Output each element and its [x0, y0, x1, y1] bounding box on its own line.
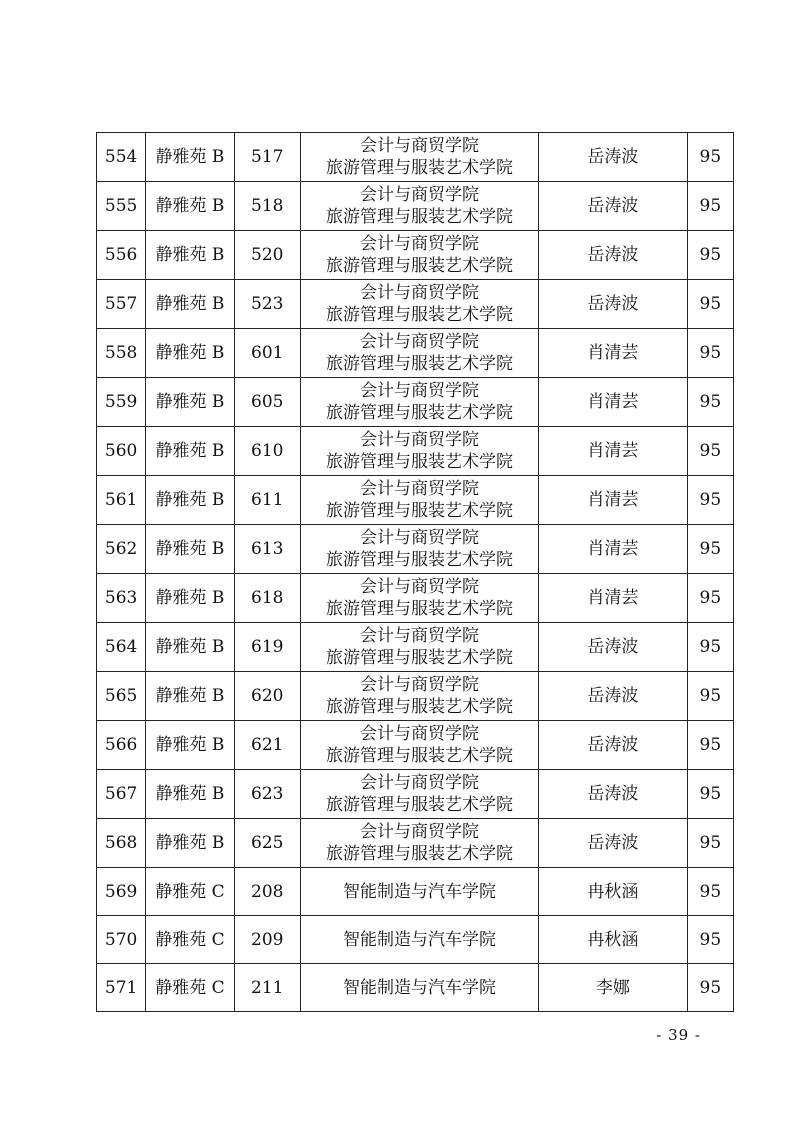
room-cell: 211: [234, 964, 300, 1012]
score-cell: 95: [687, 574, 733, 623]
table-row: [97, 427, 734, 476]
row-number-cell: 561: [97, 476, 146, 525]
building-cell: 静雅苑 B: [146, 672, 234, 721]
room-cell: 618: [234, 574, 300, 623]
college-name: 旅游管理与服装艺术学院: [325, 305, 513, 325]
college-name: 旅游管理与服装艺术学院: [325, 403, 513, 423]
college-name: 会计与商贸学院: [359, 626, 479, 646]
inspector-cell: 肖清芸: [539, 329, 688, 378]
inspector-cell: 岳涛波: [539, 280, 688, 329]
table-row: [97, 721, 734, 770]
college-name: 会计与商贸学院: [359, 332, 479, 352]
college-name: 会计与商贸学院: [359, 822, 479, 842]
row-number-cell: 558: [97, 329, 146, 378]
college-cell: [300, 721, 538, 770]
table-row: [97, 329, 734, 378]
college-name: 旅游管理与服装艺术学院: [325, 648, 513, 668]
table-row: [97, 476, 734, 525]
room-cell: 625: [234, 819, 300, 868]
college-cell: [300, 868, 538, 916]
building-cell: 静雅苑 B: [146, 525, 234, 574]
score-cell: 95: [687, 378, 733, 427]
table-row: [97, 770, 734, 819]
score-cell: 95: [687, 964, 733, 1012]
table-row: [97, 133, 734, 182]
table-row: [97, 525, 734, 574]
building-cell: 静雅苑 C: [146, 964, 234, 1012]
college-cell: [300, 770, 538, 819]
score-cell: 95: [687, 427, 733, 476]
building-cell: 静雅苑 C: [146, 916, 234, 964]
score-cell: 95: [687, 916, 733, 964]
inspector-cell: 肖清芸: [539, 525, 688, 574]
table-row: [97, 280, 734, 329]
college-name: 旅游管理与服装艺术学院: [325, 256, 513, 276]
college-cell: [300, 133, 538, 182]
building-cell: 静雅苑 B: [146, 623, 234, 672]
college-cell: [300, 525, 538, 574]
college-name: 会计与商贸学院: [359, 185, 479, 205]
college-name: 会计与商贸学院: [359, 675, 479, 695]
row-number-cell: 563: [97, 574, 146, 623]
room-cell: 611: [234, 476, 300, 525]
score-cell: 95: [687, 868, 733, 916]
row-number-cell: 571: [97, 964, 146, 1012]
room-cell: 208: [234, 868, 300, 916]
building-cell: 静雅苑 C: [146, 868, 234, 916]
inspector-cell: 岳涛波: [539, 231, 688, 280]
score-cell: 95: [687, 280, 733, 329]
inspector-cell: 岳涛波: [539, 770, 688, 819]
row-number-cell: 560: [97, 427, 146, 476]
inspector-cell: 岳涛波: [539, 721, 688, 770]
row-number-cell: 570: [97, 916, 146, 964]
score-cell: 95: [687, 721, 733, 770]
table-row: [97, 182, 734, 231]
college-cell: [300, 427, 538, 476]
college-name: 智能制造与汽车学院: [342, 977, 496, 998]
score-cell: 95: [687, 623, 733, 672]
college-cell: [300, 329, 538, 378]
room-cell: 523: [234, 280, 300, 329]
college-name: 旅游管理与服装艺术学院: [325, 452, 513, 472]
inspector-cell: 岳涛波: [539, 133, 688, 182]
page-number: - 39 -: [656, 1026, 701, 1044]
building-cell: 静雅苑 B: [146, 231, 234, 280]
college-name: 会计与商贸学院: [359, 136, 479, 156]
college-name: 旅游管理与服装艺术学院: [325, 158, 513, 178]
inspector-cell: 肖清芸: [539, 574, 688, 623]
score-cell: 95: [687, 819, 733, 868]
inspector-cell: 冉秋涵: [539, 868, 688, 916]
score-cell: 95: [687, 182, 733, 231]
college-cell: [300, 574, 538, 623]
college-name: 会计与商贸学院: [359, 577, 479, 597]
college-cell: [300, 280, 538, 329]
building-cell: 静雅苑 B: [146, 427, 234, 476]
inspector-cell: 岳涛波: [539, 623, 688, 672]
college-name: 会计与商贸学院: [359, 283, 479, 303]
score-cell: 95: [687, 476, 733, 525]
building-cell: 静雅苑 B: [146, 182, 234, 231]
inspector-cell: 岳涛波: [539, 182, 688, 231]
college-name: 会计与商贸学院: [359, 234, 479, 254]
college-name: 旅游管理与服装艺术学院: [325, 354, 513, 374]
room-cell: 621: [234, 721, 300, 770]
college-name: 智能制造与汽车学院: [342, 929, 496, 950]
college-cell: [300, 182, 538, 231]
row-number-cell: 555: [97, 182, 146, 231]
table-row: [97, 574, 734, 623]
row-number-cell: 557: [97, 280, 146, 329]
inspector-cell: 冉秋涵: [539, 916, 688, 964]
table-row: [97, 819, 734, 868]
building-cell: 静雅苑 B: [146, 770, 234, 819]
row-number-cell: 567: [97, 770, 146, 819]
room-cell: 605: [234, 378, 300, 427]
building-cell: 静雅苑 B: [146, 819, 234, 868]
score-cell: 95: [687, 133, 733, 182]
table-row: [97, 916, 734, 964]
college-name: 旅游管理与服装艺术学院: [325, 599, 513, 619]
row-number-cell: 556: [97, 231, 146, 280]
inspector-cell: 肖清芸: [539, 378, 688, 427]
room-cell: 520: [234, 231, 300, 280]
building-cell: 静雅苑 B: [146, 378, 234, 427]
college-cell: [300, 378, 538, 427]
college-cell: [300, 672, 538, 721]
college-cell: [300, 819, 538, 868]
table-row: [97, 672, 734, 721]
table-row: [97, 623, 734, 672]
college-name: 旅游管理与服装艺术学院: [325, 550, 513, 570]
college-cell: [300, 964, 538, 1012]
score-cell: 95: [687, 672, 733, 721]
row-number-cell: 564: [97, 623, 146, 672]
row-number-cell: 562: [97, 525, 146, 574]
college-name: 会计与商贸学院: [359, 381, 479, 401]
score-cell: 95: [687, 525, 733, 574]
score-cell: 95: [687, 231, 733, 280]
college-name: 旅游管理与服装艺术学院: [325, 844, 513, 864]
college-name: 智能制造与汽车学院: [342, 881, 496, 902]
college-name: 旅游管理与服装艺术学院: [325, 501, 513, 521]
row-number-cell: 569: [97, 868, 146, 916]
inspector-cell: 岳涛波: [539, 819, 688, 868]
college-name: 旅游管理与服装艺术学院: [325, 746, 513, 766]
building-cell: 静雅苑 B: [146, 476, 234, 525]
inspector-cell: 岳涛波: [539, 672, 688, 721]
room-cell: 620: [234, 672, 300, 721]
room-cell: 517: [234, 133, 300, 182]
room-cell: 518: [234, 182, 300, 231]
table-row: [97, 868, 734, 916]
table-row: [97, 964, 734, 1012]
college-cell: [300, 916, 538, 964]
room-cell: 209: [234, 916, 300, 964]
dormitory-score-table: [96, 132, 734, 1012]
building-cell: 静雅苑 B: [146, 721, 234, 770]
building-cell: 静雅苑 B: [146, 280, 234, 329]
row-number-cell: 568: [97, 819, 146, 868]
college-name: 会计与商贸学院: [359, 528, 479, 548]
room-cell: 623: [234, 770, 300, 819]
table-row: [97, 378, 734, 427]
college-cell: [300, 476, 538, 525]
score-cell: 95: [687, 770, 733, 819]
college-name: 会计与商贸学院: [359, 479, 479, 499]
room-cell: 613: [234, 525, 300, 574]
score-cell: 95: [687, 329, 733, 378]
college-name: 旅游管理与服装艺术学院: [325, 207, 513, 227]
college-cell: [300, 623, 538, 672]
college-name: 会计与商贸学院: [359, 430, 479, 450]
inspector-cell: 肖清芸: [539, 427, 688, 476]
room-cell: 610: [234, 427, 300, 476]
college-name: 会计与商贸学院: [359, 773, 479, 793]
college-name: 会计与商贸学院: [359, 724, 479, 744]
table-row: [97, 231, 734, 280]
building-cell: 静雅苑 B: [146, 574, 234, 623]
inspector-cell: 李娜: [539, 964, 688, 1012]
row-number-cell: 565: [97, 672, 146, 721]
row-number-cell: 566: [97, 721, 146, 770]
building-cell: 静雅苑 B: [146, 329, 234, 378]
college-name: 旅游管理与服装艺术学院: [325, 795, 513, 815]
row-number-cell: 559: [97, 378, 146, 427]
inspector-cell: 肖清芸: [539, 476, 688, 525]
building-cell: 静雅苑 B: [146, 133, 234, 182]
room-cell: 601: [234, 329, 300, 378]
row-number-cell: 554: [97, 133, 146, 182]
room-cell: 619: [234, 623, 300, 672]
college-cell: [300, 231, 538, 280]
college-name: 旅游管理与服装艺术学院: [325, 697, 513, 717]
